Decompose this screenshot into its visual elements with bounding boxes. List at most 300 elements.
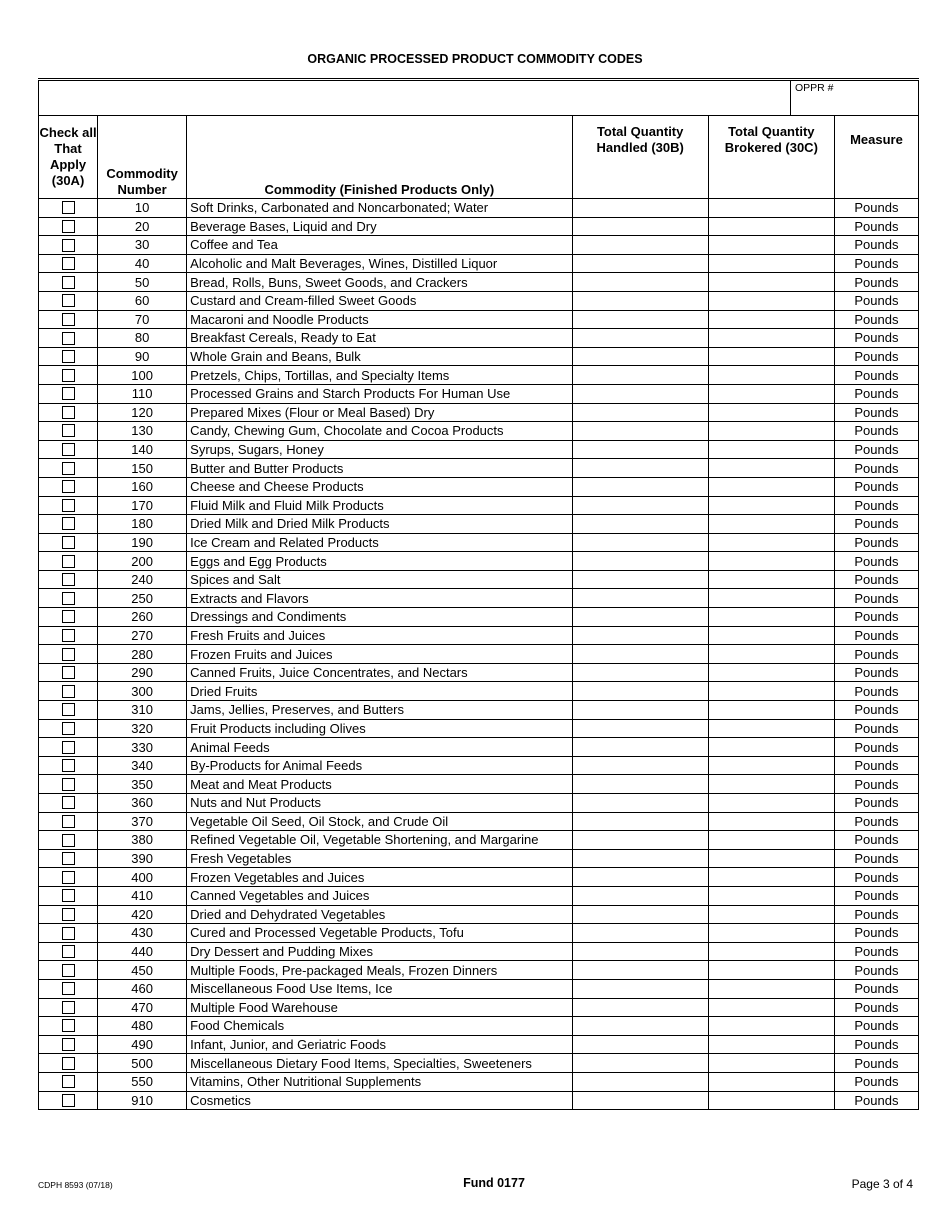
commodity-checkbox[interactable] — [62, 1094, 75, 1107]
commodity-checkbox[interactable] — [62, 815, 75, 828]
measure-unit: Pounds — [834, 347, 918, 366]
measure-unit: Pounds — [834, 589, 918, 608]
total-quantity-handled-input[interactable] — [572, 756, 708, 775]
total-quantity-handled-input[interactable] — [572, 310, 708, 329]
measure-unit: Pounds — [834, 570, 918, 589]
total-quantity-brokered-input[interactable] — [708, 924, 834, 943]
commodity-checkbox[interactable] — [62, 852, 75, 865]
table-row — [39, 719, 919, 738]
commodity-name: Pretzels, Chips, Tortillas, and Specialty Items — [187, 366, 572, 385]
total-quantity-handled-input[interactable] — [572, 273, 708, 292]
measure-unit: Pounds — [834, 273, 918, 292]
check-cell — [39, 738, 98, 757]
measure-unit: Pounds — [834, 496, 918, 515]
total-quantity-brokered-input[interactable] — [708, 552, 834, 571]
commodity-name: Cosmetics — [187, 1091, 572, 1110]
table-row — [39, 403, 919, 422]
total-quantity-handled-input[interactable] — [572, 645, 708, 664]
total-quantity-handled-input[interactable] — [572, 217, 708, 236]
commodity-name: Animal Feeds — [187, 738, 572, 757]
total-quantity-brokered-input[interactable] — [708, 403, 834, 422]
total-quantity-brokered-input[interactable] — [708, 384, 834, 403]
commodity-checkbox[interactable] — [62, 685, 75, 698]
total-quantity-handled-input[interactable] — [572, 1072, 708, 1091]
commodity-checkbox[interactable] — [62, 387, 75, 400]
commodity-checkbox[interactable] — [62, 889, 75, 902]
total-quantity-handled-input[interactable] — [572, 199, 708, 218]
total-quantity-brokered-input[interactable] — [708, 254, 834, 273]
commodity-checkbox[interactable] — [62, 722, 75, 735]
total-quantity-brokered-input[interactable] — [708, 961, 834, 980]
check-cell — [39, 1054, 98, 1073]
table-row — [39, 515, 919, 534]
commodity-checkbox[interactable] — [62, 276, 75, 289]
total-quantity-brokered-input[interactable] — [708, 738, 834, 757]
total-quantity-handled-input[interactable] — [572, 1054, 708, 1073]
oppr-label: OPPR # — [795, 82, 834, 94]
commodity-name: Eggs and Egg Products — [187, 552, 572, 571]
commodity-name: Miscellaneous Food Use Items, Ice — [187, 979, 572, 998]
total-quantity-handled-input[interactable] — [572, 291, 708, 310]
measure-unit: Pounds — [834, 440, 918, 459]
total-quantity-brokered-input[interactable] — [708, 849, 834, 868]
total-quantity-handled-input[interactable] — [572, 812, 708, 831]
total-quantity-brokered-input[interactable] — [708, 329, 834, 348]
total-quantity-handled-input[interactable] — [572, 384, 708, 403]
check-cell — [39, 608, 98, 627]
total-quantity-handled-input[interactable] — [572, 477, 708, 496]
commodity-number: 460 — [98, 979, 187, 998]
commodity-checkbox[interactable] — [62, 220, 75, 233]
total-quantity-handled-input[interactable] — [572, 515, 708, 534]
total-quantity-brokered-input[interactable] — [708, 589, 834, 608]
table-row — [39, 979, 919, 998]
check-cell — [39, 794, 98, 813]
check-cell — [39, 756, 98, 775]
commodity-name: Butter and Butter Products — [187, 459, 572, 478]
commodity-number: 450 — [98, 961, 187, 980]
total-quantity-brokered-input[interactable] — [708, 812, 834, 831]
total-quantity-handled-input[interactable] — [572, 905, 708, 924]
total-quantity-brokered-input[interactable] — [708, 831, 834, 850]
commodity-number: 550 — [98, 1072, 187, 1091]
total-quantity-brokered-input[interactable] — [708, 626, 834, 645]
commodity-name: Prepared Mixes (Flour or Meal Based) Dry — [187, 403, 572, 422]
commodity-number: 50 — [98, 273, 187, 292]
commodity-number: 290 — [98, 663, 187, 682]
commodity-checkbox[interactable] — [62, 332, 75, 345]
commodity-number: 360 — [98, 794, 187, 813]
total-quantity-brokered-input[interactable] — [708, 682, 834, 701]
total-quantity-brokered-input[interactable] — [708, 199, 834, 218]
total-quantity-handled-input[interactable] — [572, 440, 708, 459]
measure-unit: Pounds — [834, 979, 918, 998]
commodity-checkbox[interactable] — [62, 964, 75, 977]
commodity-number: 300 — [98, 682, 187, 701]
table-row — [39, 1091, 919, 1110]
check-cell — [39, 905, 98, 924]
commodity-number: 390 — [98, 849, 187, 868]
check-cell — [39, 403, 98, 422]
table-row — [39, 1054, 919, 1073]
total-quantity-handled-input[interactable] — [572, 1017, 708, 1036]
total-quantity-brokered-input[interactable] — [708, 905, 834, 924]
check-cell — [39, 645, 98, 664]
check-cell — [39, 1017, 98, 1036]
total-quantity-handled-input[interactable] — [572, 719, 708, 738]
commodity-name: Frozen Vegetables and Juices — [187, 868, 572, 887]
check-cell — [39, 422, 98, 441]
total-quantity-brokered-input[interactable] — [708, 794, 834, 813]
total-quantity-handled-input[interactable] — [572, 701, 708, 720]
total-quantity-handled-input[interactable] — [572, 868, 708, 887]
table-row — [39, 794, 919, 813]
commodity-checkbox[interactable] — [62, 666, 75, 679]
total-quantity-handled-input[interactable] — [572, 886, 708, 905]
measure-unit: Pounds — [834, 738, 918, 757]
measure-unit: Pounds — [834, 1017, 918, 1036]
total-quantity-brokered-input[interactable] — [708, 273, 834, 292]
total-quantity-handled-input[interactable] — [572, 979, 708, 998]
commodity-checkbox[interactable] — [62, 927, 75, 940]
table-row — [39, 440, 919, 459]
check-cell — [39, 831, 98, 850]
commodity-name: Meat and Meat Products — [187, 775, 572, 794]
table-row — [39, 812, 919, 831]
check-cell — [39, 924, 98, 943]
total-quantity-handled-input[interactable] — [572, 924, 708, 943]
commodity-checkbox[interactable] — [62, 313, 75, 326]
total-quantity-brokered-input[interactable] — [708, 942, 834, 961]
total-quantity-brokered-input[interactable] — [708, 663, 834, 682]
total-quantity-brokered-input[interactable] — [708, 608, 834, 627]
total-quantity-brokered-input[interactable] — [708, 1054, 834, 1073]
commodity-checkbox[interactable] — [62, 350, 75, 363]
measure-unit: Pounds — [834, 366, 918, 385]
total-quantity-handled-input[interactable] — [572, 366, 708, 385]
commodity-checkbox[interactable] — [62, 517, 75, 530]
commodity-checkbox[interactable] — [62, 294, 75, 307]
commodity-name: Refined Vegetable Oil, Vegetable Shortening, and Margarine — [187, 831, 572, 850]
table-row — [39, 738, 919, 757]
table-row — [39, 905, 919, 924]
total-quantity-handled-input[interactable] — [572, 942, 708, 961]
measure-unit: Pounds — [834, 1091, 918, 1110]
commodity-number: 430 — [98, 924, 187, 943]
measure-unit: Pounds — [834, 849, 918, 868]
commodity-name: Dry Dessert and Pudding Mixes — [187, 942, 572, 961]
total-quantity-handled-input[interactable] — [572, 1035, 708, 1054]
commodity-number: 490 — [98, 1035, 187, 1054]
total-quantity-brokered-input[interactable] — [708, 756, 834, 775]
table-row — [39, 868, 919, 887]
check-cell — [39, 663, 98, 682]
total-quantity-brokered-input[interactable] — [708, 422, 834, 441]
check-cell — [39, 236, 98, 255]
commodity-checkbox[interactable] — [62, 648, 75, 661]
form-title: ORGANIC PROCESSED PRODUCT COMMODITY CODES — [307, 52, 643, 66]
total-quantity-brokered-input[interactable] — [708, 701, 834, 720]
commodity-number: 320 — [98, 719, 187, 738]
commodity-number: 240 — [98, 570, 187, 589]
commodity-number: 310 — [98, 701, 187, 720]
table-row — [39, 831, 919, 850]
total-quantity-brokered-input[interactable] — [708, 496, 834, 515]
total-quantity-brokered-input[interactable] — [708, 366, 834, 385]
measure-unit: Pounds — [834, 831, 918, 850]
total-quantity-brokered-input[interactable] — [708, 217, 834, 236]
measure-unit: Pounds — [834, 701, 918, 720]
table-row — [39, 384, 919, 403]
commodity-number: 480 — [98, 1017, 187, 1036]
total-quantity-brokered-input[interactable] — [708, 645, 834, 664]
table-row — [39, 1035, 919, 1054]
table-row — [39, 645, 919, 664]
commodity-checkbox[interactable] — [62, 201, 75, 214]
total-quantity-brokered-input[interactable] — [708, 868, 834, 887]
total-quantity-brokered-input[interactable] — [708, 459, 834, 478]
total-quantity-brokered-input[interactable] — [708, 533, 834, 552]
commodity-name: Fluid Milk and Fluid Milk Products — [187, 496, 572, 515]
commodity-checkbox[interactable] — [62, 406, 75, 419]
total-quantity-handled-input[interactable] — [572, 329, 708, 348]
commodity-checkbox[interactable] — [62, 871, 75, 884]
total-quantity-handled-input[interactable] — [572, 570, 708, 589]
total-quantity-brokered-input[interactable] — [708, 998, 834, 1017]
measure-unit: Pounds — [834, 868, 918, 887]
total-quantity-handled-input[interactable] — [572, 998, 708, 1017]
measure-unit: Pounds — [834, 1072, 918, 1091]
measure-unit: Pounds — [834, 905, 918, 924]
commodity-name: Food Chemicals — [187, 1017, 572, 1036]
check-cell — [39, 496, 98, 515]
total-quantity-brokered-input[interactable] — [708, 347, 834, 366]
total-quantity-brokered-input[interactable] — [708, 1091, 834, 1110]
check-cell — [39, 998, 98, 1017]
measure-unit: Pounds — [834, 1054, 918, 1073]
oppr-number-field[interactable] — [790, 81, 918, 116]
commodity-checkbox[interactable] — [62, 573, 75, 586]
commodity-checkbox[interactable] — [62, 443, 75, 456]
commodity-number: 340 — [98, 756, 187, 775]
commodity-checkbox[interactable] — [62, 703, 75, 716]
total-quantity-handled-input[interactable] — [572, 459, 708, 478]
total-quantity-brokered-input[interactable] — [708, 291, 834, 310]
total-quantity-brokered-input[interactable] — [708, 775, 834, 794]
commodity-name: Ice Cream and Related Products — [187, 533, 572, 552]
table-row — [39, 477, 919, 496]
total-quantity-brokered-input[interactable] — [708, 1072, 834, 1091]
measure-unit: Pounds — [834, 812, 918, 831]
header-measure: Measure — [834, 116, 918, 199]
commodity-name: Jams, Jellies, Preserves, and Butters — [187, 701, 572, 720]
total-quantity-handled-input[interactable] — [572, 347, 708, 366]
commodity-checkbox[interactable] — [62, 555, 75, 568]
commodity-checkbox[interactable] — [62, 1057, 75, 1070]
table-row — [39, 756, 919, 775]
commodity-checkbox[interactable] — [62, 369, 75, 382]
commodity-name: Dried Fruits — [187, 682, 572, 701]
total-quantity-handled-input[interactable] — [572, 626, 708, 645]
header-check-all: Check all That Apply (30A) — [39, 116, 98, 199]
commodity-checkbox[interactable] — [62, 741, 75, 754]
commodity-name: Whole Grain and Beans, Bulk — [187, 347, 572, 366]
commodity-number: 120 — [98, 403, 187, 422]
table-row — [39, 924, 919, 943]
commodity-checkbox[interactable] — [62, 778, 75, 791]
commodity-name: Cheese and Cheese Products — [187, 477, 572, 496]
total-quantity-brokered-input[interactable] — [708, 1035, 834, 1054]
measure-unit: Pounds — [834, 199, 918, 218]
commodity-number: 250 — [98, 589, 187, 608]
commodity-number: 260 — [98, 608, 187, 627]
commodity-checkbox[interactable] — [62, 629, 75, 642]
measure-unit: Pounds — [834, 719, 918, 738]
commodity-number: 160 — [98, 477, 187, 496]
commodity-number: 30 — [98, 236, 187, 255]
measure-unit: Pounds — [834, 794, 918, 813]
check-cell — [39, 868, 98, 887]
check-cell — [39, 701, 98, 720]
commodity-number: 150 — [98, 459, 187, 478]
commodity-name: Syrups, Sugars, Honey — [187, 440, 572, 459]
measure-unit: Pounds — [834, 626, 918, 645]
commodity-checkbox[interactable] — [62, 239, 75, 252]
total-quantity-handled-input[interactable] — [572, 682, 708, 701]
total-quantity-brokered-input[interactable] — [708, 570, 834, 589]
commodity-checkbox[interactable] — [62, 462, 75, 475]
measure-unit: Pounds — [834, 477, 918, 496]
commodity-checkbox[interactable] — [62, 945, 75, 958]
check-cell — [39, 515, 98, 534]
table-row — [39, 998, 919, 1017]
table-row — [39, 310, 919, 329]
total-quantity-brokered-input[interactable] — [708, 310, 834, 329]
header-commodity: Commodity (Finished Products Only) — [187, 116, 572, 199]
table-row — [39, 961, 919, 980]
measure-unit: Pounds — [834, 403, 918, 422]
commodity-number: 410 — [98, 886, 187, 905]
commodity-codes-table — [38, 115, 919, 1110]
table-row — [39, 496, 919, 515]
check-cell — [39, 347, 98, 366]
commodity-checkbox[interactable] — [62, 480, 75, 493]
check-cell — [39, 849, 98, 868]
commodity-number: 60 — [98, 291, 187, 310]
total-quantity-handled-input[interactable] — [572, 236, 708, 255]
check-cell — [39, 589, 98, 608]
check-cell — [39, 366, 98, 385]
total-quantity-handled-input[interactable] — [572, 794, 708, 813]
table-row — [39, 329, 919, 348]
total-quantity-brokered-input[interactable] — [708, 440, 834, 459]
total-quantity-brokered-input[interactable] — [708, 1017, 834, 1036]
total-quantity-handled-input[interactable] — [572, 589, 708, 608]
commodity-number: 90 — [98, 347, 187, 366]
table-row — [39, 1072, 919, 1091]
commodity-checkbox[interactable] — [62, 908, 75, 921]
commodity-checkbox[interactable] — [62, 1001, 75, 1014]
title-divider — [38, 78, 919, 79]
check-cell — [39, 310, 98, 329]
commodity-checkbox[interactable] — [62, 1075, 75, 1088]
table-row — [39, 849, 919, 868]
commodity-name: Macaroni and Noodle Products — [187, 310, 572, 329]
check-cell — [39, 217, 98, 236]
commodity-checkbox[interactable] — [62, 796, 75, 809]
commodity-number: 370 — [98, 812, 187, 831]
table-row — [39, 942, 919, 961]
commodity-checkbox[interactable] — [62, 610, 75, 623]
commodity-checkbox[interactable] — [62, 1038, 75, 1051]
commodity-name: Vegetable Oil Seed, Oil Stock, and Crude Oil — [187, 812, 572, 831]
total-quantity-handled-input[interactable] — [572, 552, 708, 571]
table-row — [39, 236, 919, 255]
commodity-name: Soft Drinks, Carbonated and Noncarbonated; Water — [187, 199, 572, 218]
commodity-checkbox[interactable] — [62, 592, 75, 605]
total-quantity-handled-input[interactable] — [572, 608, 708, 627]
table-row — [39, 626, 919, 645]
header-commodity-number: Commodity Number — [98, 116, 187, 199]
commodity-checkbox[interactable] — [62, 424, 75, 437]
commodity-checkbox[interactable] — [62, 1019, 75, 1032]
measure-unit: Pounds — [834, 552, 918, 571]
total-quantity-brokered-input[interactable] — [708, 886, 834, 905]
commodity-name: Beverage Bases, Liquid and Dry — [187, 217, 572, 236]
table-row — [39, 199, 919, 218]
total-quantity-brokered-input[interactable] — [708, 979, 834, 998]
check-cell — [39, 1035, 98, 1054]
commodity-name: Breakfast Cereals, Ready to Eat — [187, 329, 572, 348]
total-quantity-handled-input[interactable] — [572, 775, 708, 794]
commodity-number: 70 — [98, 310, 187, 329]
total-quantity-brokered-input[interactable] — [708, 477, 834, 496]
total-quantity-handled-input[interactable] — [572, 1091, 708, 1110]
commodity-checkbox[interactable] — [62, 759, 75, 772]
total-quantity-handled-input[interactable] — [572, 254, 708, 273]
total-quantity-handled-input[interactable] — [572, 496, 708, 515]
measure-unit: Pounds — [834, 886, 918, 905]
commodity-checkbox[interactable] — [62, 834, 75, 847]
commodity-checkbox[interactable] — [62, 499, 75, 512]
total-quantity-brokered-input[interactable] — [708, 515, 834, 534]
commodity-number: 270 — [98, 626, 187, 645]
commodity-checkbox[interactable] — [62, 982, 75, 995]
measure-unit: Pounds — [834, 998, 918, 1017]
measure-unit: Pounds — [834, 663, 918, 682]
total-quantity-handled-input[interactable] — [572, 961, 708, 980]
total-quantity-brokered-input[interactable] — [708, 236, 834, 255]
total-quantity-handled-input[interactable] — [572, 849, 708, 868]
measure-unit: Pounds — [834, 236, 918, 255]
table-row — [39, 422, 919, 441]
total-quantity-handled-input[interactable] — [572, 422, 708, 441]
total-quantity-handled-input[interactable] — [572, 663, 708, 682]
total-quantity-brokered-input[interactable] — [708, 719, 834, 738]
check-cell — [39, 1091, 98, 1110]
total-quantity-handled-input[interactable] — [572, 738, 708, 757]
total-quantity-handled-input[interactable] — [572, 831, 708, 850]
total-quantity-handled-input[interactable] — [572, 403, 708, 422]
total-quantity-handled-input[interactable] — [572, 533, 708, 552]
measure-unit: Pounds — [834, 608, 918, 627]
check-cell — [39, 626, 98, 645]
commodity-name: Fresh Vegetables — [187, 849, 572, 868]
commodity-checkbox[interactable] — [62, 257, 75, 270]
commodity-checkbox[interactable] — [62, 536, 75, 549]
check-cell — [39, 291, 98, 310]
check-cell — [39, 533, 98, 552]
